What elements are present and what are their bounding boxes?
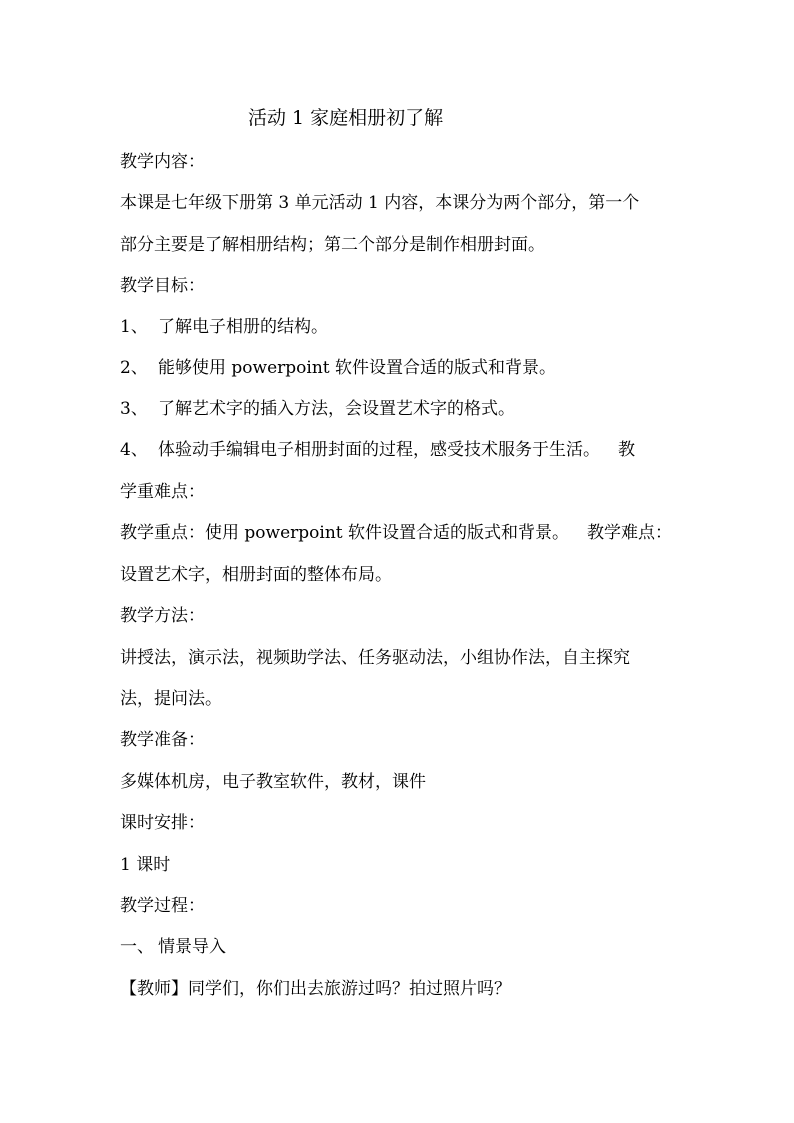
goal-text: 了解电子相册的结构。 bbox=[158, 317, 328, 337]
difficulty-line-2: 设置艺术字，相册封面的整体布局。 bbox=[120, 565, 392, 585]
goal-item-4 bbox=[120, 439, 635, 461]
prep-heading: 教学准备： bbox=[120, 730, 205, 750]
goal-text: 体验动手编辑电子相册封面的过程，感受技术服务于生活。 bbox=[158, 440, 600, 460]
step-number: 一、 bbox=[120, 937, 154, 957]
difficult-point-label: 教学难点： bbox=[587, 523, 672, 543]
prep-line: 多媒体机房，电子教室软件，教材，课件 bbox=[120, 772, 426, 792]
difficulty-line-1 bbox=[120, 522, 672, 544]
goal-number: 2、 bbox=[120, 358, 148, 378]
key-point-text: 教学重点：使用 powerpoint 软件设置合适的版式和背景。 bbox=[120, 523, 569, 543]
goal-number: 3、 bbox=[120, 399, 148, 419]
goal-number: 1、 bbox=[120, 317, 148, 337]
content-heading: 教学内容： bbox=[120, 152, 205, 172]
step-text: 情景导入 bbox=[158, 937, 226, 957]
document-title: 活动 1 家庭相册初了解 bbox=[248, 107, 444, 129]
teacher-line: 【教师】同学们，你们出去旅游过吗？拍过照片吗？ bbox=[120, 979, 511, 999]
goal-item-1 bbox=[120, 316, 328, 338]
method-heading: 教学方法： bbox=[120, 606, 205, 626]
process-heading: 教学过程： bbox=[120, 896, 205, 916]
difficulty-heading-start: 教 bbox=[618, 440, 635, 460]
goal-item-3 bbox=[120, 398, 515, 420]
content-line-2: 部分主要是了解相册结构；第二个部分是制作相册封面。 bbox=[120, 235, 545, 255]
content-line-1: 本课是七年级下册第 3 单元活动 1 内容，本课分为两个部分，第一个 bbox=[120, 193, 640, 213]
difficulty-heading: 学重难点： bbox=[120, 482, 205, 502]
process-step-1 bbox=[120, 936, 226, 958]
goal-item-2 bbox=[120, 357, 556, 379]
method-line-1: 讲授法，演示法，视频助学法、任务驱动法，小组协作法，自主探究 bbox=[120, 648, 630, 668]
goal-number: 4、 bbox=[120, 440, 148, 460]
schedule-line: 1 课时 bbox=[120, 855, 171, 875]
schedule-heading: 课时安排： bbox=[120, 813, 205, 833]
goal-text: 了解艺术字的插入方法，会设置艺术字的格式。 bbox=[158, 399, 515, 419]
goal-text: 能够使用 powerpoint 软件设置合适的版式和背景。 bbox=[158, 358, 556, 378]
goals-heading: 教学目标： bbox=[120, 276, 205, 296]
method-line-2: 法，提问法。 bbox=[120, 689, 222, 709]
